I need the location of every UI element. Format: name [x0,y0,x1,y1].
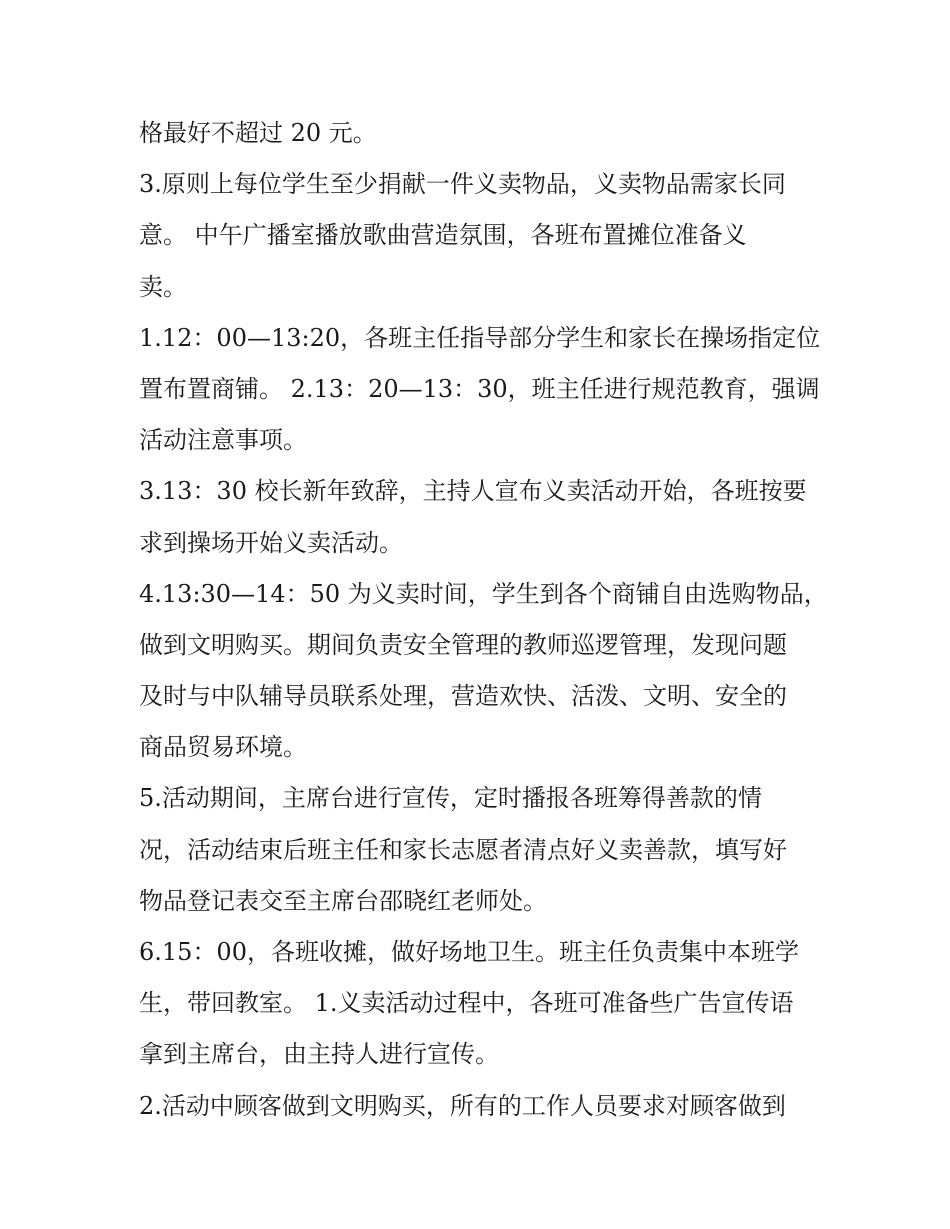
text-line: 商品贸易环境。 [139,733,307,762]
text-line: 及时与中队辅导员联系处理，营造欢快、活泼、文明、安全的 [139,682,787,711]
text-line: 3.原则上每位学生至少捐献一件义卖物品，义卖物品需家长同 [139,170,786,199]
text-line: 6.15：00，各班收摊，做好场地卫生。班主任负责集中本班学 [139,938,799,966]
text-line: 况，活动结束后班主任和家长志愿者清点好义卖善款，填写好 [139,835,787,864]
text-line: 2.活动中顾客做到文明购买，所有的工作人员要求对顾客做到 [139,1091,786,1120]
text-line: 置布置商铺。 2.13：20—13：30，班主任进行规范教育，强调 [139,374,820,403]
text-line: 4.13:30—14：50 为义卖时间，学生到各个商铺自由选购物品， [139,579,828,608]
text-line: 3.13：30 校长新年致辞，主持人宣布义卖活动开始，各班按要 [139,477,807,506]
text-line: 卖。 [139,272,187,301]
text-line: 做到文明购买。期间负责安全管理的教师巡逻管理，发现问题 [139,630,787,659]
text-line: 生，带回教室。 1.义卖活动过程中，各班可准备些广告宣传语 [139,989,794,1018]
document-body [139,108,828,1132]
text-line: 求到操场开始义卖活动。 [139,528,403,557]
text-line: 活动注意事项。 [139,426,307,455]
text-line: 1.12：00—13:20，各班主任指导部分学生和家长在操场指定位 [139,323,821,352]
text-line: 拿到主席台，由主持人进行宣传。 [139,1040,499,1069]
text-line: 物品登记表交至主席台邵晓红老师处。 [139,886,547,915]
text-line: 5.活动期间，主席台进行宣传，定时播报各班筹得善款的情 [139,784,762,813]
text-line: 格最好不超过 20 元。 [139,119,377,147]
text-line: 意。 中午广播室播放歌曲营造氛围，各班布置摊位准备义 [139,221,747,250]
